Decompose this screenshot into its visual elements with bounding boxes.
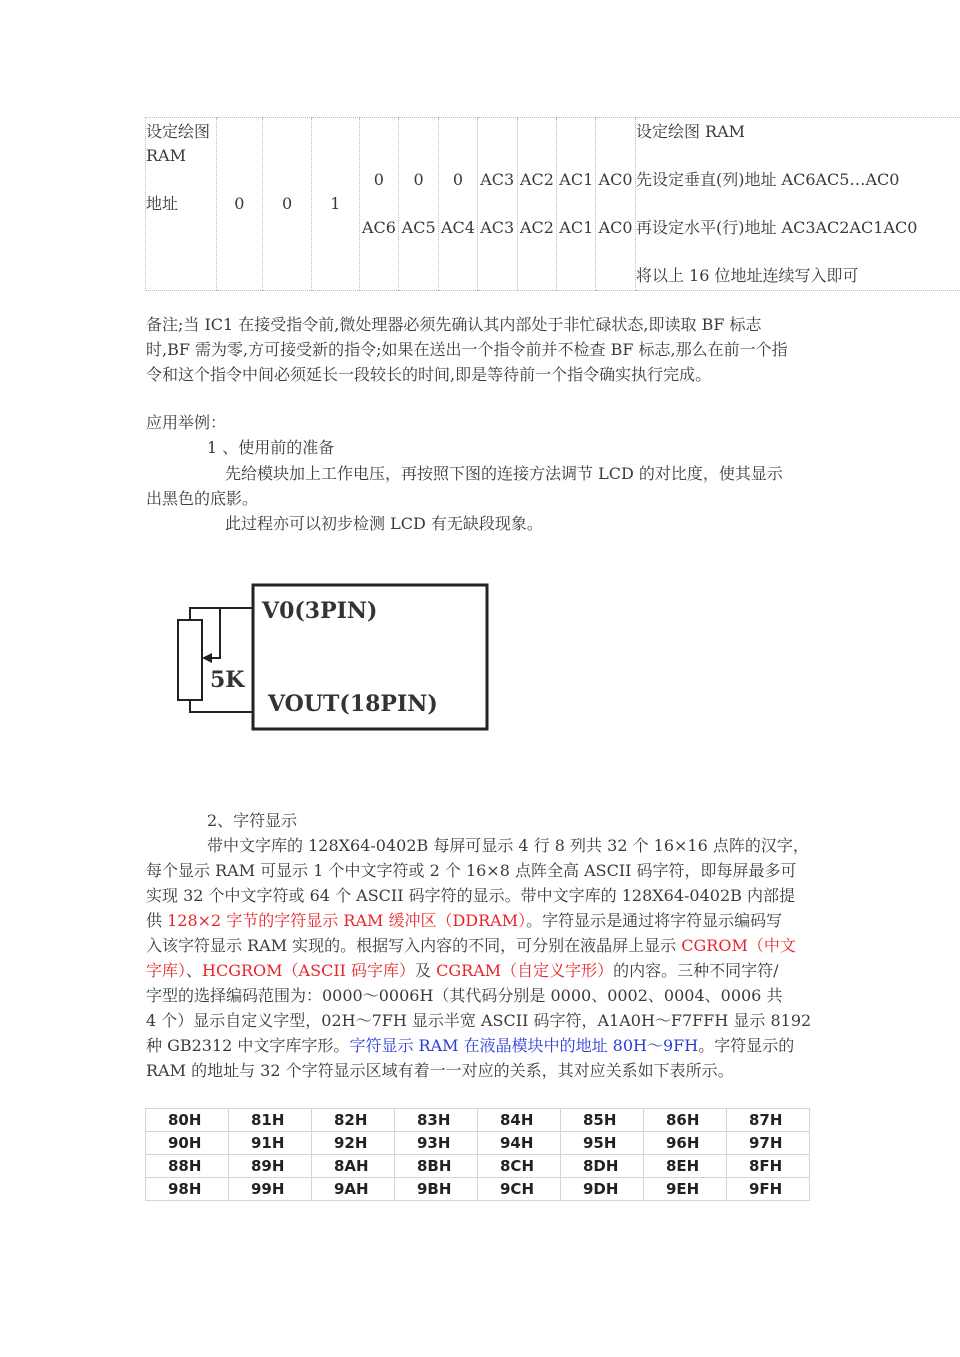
address-cell: 81H bbox=[229, 1109, 312, 1132]
bit-value: 1 bbox=[330, 194, 341, 213]
address-cell: 82H bbox=[312, 1109, 395, 1132]
bit-value: 0 bbox=[282, 194, 293, 213]
address-cell: 8BH bbox=[395, 1155, 478, 1178]
address-cell: 94H bbox=[478, 1132, 561, 1155]
table-row bbox=[146, 1132, 810, 1155]
bit-value: AC2 bbox=[520, 218, 554, 237]
address-cell: 96H bbox=[644, 1132, 727, 1155]
address-highlight: 字符显示 RAM 在液晶模块中的地址 80H～9FH bbox=[349, 1036, 699, 1055]
wire-wiper bbox=[204, 608, 253, 658]
address-cell: 85H bbox=[561, 1109, 644, 1132]
address-cell: 8AH bbox=[312, 1155, 395, 1178]
address-cell: 9AH bbox=[312, 1178, 395, 1201]
pin-vout-label: VOUT(18PIN) bbox=[268, 691, 438, 717]
cgrom-highlight: CGROM（中文 bbox=[681, 936, 796, 955]
hcgrom-highlight: HCGROM（ASCII 码字库） bbox=[202, 961, 416, 980]
address-cell: 84H bbox=[478, 1109, 561, 1132]
bit-value: AC1 bbox=[559, 170, 594, 189]
text: 供 bbox=[146, 911, 168, 930]
table-row bbox=[146, 1178, 810, 1201]
pin-v0-label: V0(3PIN) bbox=[262, 598, 378, 624]
address-cell: 92H bbox=[312, 1132, 395, 1155]
section1-paragraph: 先给模块加上工作电压，再按照下图的连接方法调节 LCD 的对比度，使其显示 bbox=[225, 464, 783, 483]
para-line bbox=[146, 958, 836, 983]
bit-cell bbox=[439, 118, 478, 291]
bit-cell bbox=[517, 118, 557, 291]
text: 入该字符显示 RAM 实现的。根据写入内容的不同，可分别在液晶屏上显示 bbox=[146, 936, 682, 955]
address-cell: 80H bbox=[146, 1109, 229, 1132]
bit-cell bbox=[263, 118, 312, 291]
bit-cell bbox=[216, 118, 262, 291]
text: 。字符显示是通过将字符显示编码写 bbox=[526, 911, 783, 930]
note-paragraph bbox=[146, 312, 826, 387]
para-line: 每个显示 RAM 可显示 1 个中文字符或 2 个 16×8 点阵全高 ASCII 码字符，即每屏最多可 bbox=[146, 861, 797, 880]
bit-value: AC0 bbox=[598, 218, 633, 237]
para-line bbox=[146, 908, 836, 933]
text: 种 GB2312 中文字库字形。 bbox=[146, 1036, 350, 1055]
address-cell: 98H bbox=[146, 1178, 229, 1201]
address-cell: 89H bbox=[229, 1155, 312, 1178]
text: 、 bbox=[186, 961, 203, 980]
address-cell: 8CH bbox=[478, 1155, 561, 1178]
section1-note: 此过程亦可以初步检测 LCD 有无缺段现象。 bbox=[225, 514, 543, 533]
command-name-cell bbox=[146, 118, 217, 291]
para-line: RAM 的地址与 32 个字符显示区域有着一一对应的关系，其对应关系如下表所示。 bbox=[146, 1061, 734, 1080]
bit-value: AC5 bbox=[401, 218, 436, 237]
ddram-address-table bbox=[145, 1108, 810, 1201]
address-cell: 9DH bbox=[561, 1178, 644, 1201]
address-cell: 95H bbox=[561, 1132, 644, 1155]
para-line: 带中文字库的 128X64-0402B 每屏可显示 4 行 8 列共 32 个 16×16 点阵的汉字， bbox=[207, 836, 809, 855]
description-line: 先设定垂直(列)地址 AC6AC5…AC0 bbox=[635, 170, 900, 189]
bit-value: 0 bbox=[413, 170, 424, 189]
description-line: 再设定水平(行)地址 AC3AC2AC1AC0 bbox=[635, 218, 918, 237]
section2-title: 2、字符显示 bbox=[207, 811, 298, 830]
wiper-arrow bbox=[202, 653, 212, 663]
text: 。字符显示的 bbox=[698, 1036, 795, 1055]
bit-value: AC6 bbox=[361, 218, 396, 237]
bit-value: 0 bbox=[234, 194, 245, 213]
address-cell: 93H bbox=[395, 1132, 478, 1155]
examples-heading: 应用举例： bbox=[146, 413, 227, 432]
command-name-line bbox=[146, 168, 216, 192]
bit-cell bbox=[359, 118, 399, 291]
address-cell: 9FH bbox=[727, 1178, 810, 1201]
description-line: 设定绘图 RAM bbox=[635, 122, 746, 141]
contrast-circuit-diagram bbox=[170, 580, 500, 740]
bit-cell bbox=[312, 118, 359, 291]
bit-value: AC4 bbox=[440, 218, 475, 237]
address-cell: 90H bbox=[146, 1132, 229, 1155]
command-name-line: 地址 bbox=[146, 194, 179, 213]
bit-cell bbox=[399, 118, 439, 291]
address-cell: 99H bbox=[229, 1178, 312, 1201]
para-line bbox=[146, 933, 836, 958]
ddram-highlight: 128×2 字节的字符显示 RAM 缓冲区（DDRAM） bbox=[167, 911, 527, 930]
wire-bottom bbox=[190, 700, 253, 712]
bit-value: AC3 bbox=[480, 218, 515, 237]
para-line bbox=[146, 1033, 836, 1058]
section1-title: 1 、使用前的准备 bbox=[207, 438, 335, 457]
note-line: 令和这个指令中间必须延长一段较长的时间,即是等待前一个指令确实执行完成。 bbox=[146, 365, 712, 384]
para-line: 字型的选择编码范围为：0000～0006H（其代码分别是 0000、0002、0004、0006 共 bbox=[146, 986, 783, 1005]
section1-paragraph-cont: 出黑色的底影。 bbox=[146, 489, 259, 508]
address-cell: 88H bbox=[146, 1155, 229, 1178]
bit-value: 0 bbox=[373, 170, 384, 189]
bit-cell bbox=[477, 118, 517, 291]
address-cell: 9BH bbox=[395, 1178, 478, 1201]
bit-value: AC0 bbox=[598, 170, 633, 189]
address-cell: 97H bbox=[727, 1132, 810, 1155]
bit-value: AC2 bbox=[520, 170, 554, 189]
address-cell: 83H bbox=[395, 1109, 478, 1132]
command-table bbox=[145, 117, 960, 291]
resistor-label: 5K bbox=[210, 667, 245, 693]
command-name-line: 设定绘图 bbox=[146, 122, 211, 141]
para-line: 4 个）显示自定义字型，02H～7FH 显示半宽 ASCII 码字符，A1A0H～F7FFH 显示 8192 bbox=[146, 1011, 812, 1030]
bit-value: AC1 bbox=[559, 218, 594, 237]
section2-paragraph bbox=[146, 833, 836, 1083]
description-line: 将以上 16 位地址连续写入即可 bbox=[635, 266, 859, 285]
table-row bbox=[146, 1109, 810, 1132]
address-cell: 8FH bbox=[727, 1155, 810, 1178]
command-description-cell bbox=[635, 118, 960, 291]
text: 及 bbox=[415, 961, 437, 980]
circuit-svg bbox=[170, 580, 500, 740]
address-cell: 8DH bbox=[561, 1155, 644, 1178]
address-cell: 9EH bbox=[644, 1178, 727, 1201]
address-cell: 87H bbox=[727, 1109, 810, 1132]
address-cell: 9CH bbox=[478, 1178, 561, 1201]
wire-top bbox=[190, 608, 253, 620]
bit-value: AC3 bbox=[480, 170, 515, 189]
note-line: 备注;当 IC1 在接受指令前,微处理器必须先确认其内部处于非忙碌状态,即读取 BF 标志 bbox=[146, 315, 762, 334]
bit-cell bbox=[557, 118, 596, 291]
command-name-line: RAM bbox=[146, 146, 186, 165]
bit-value: 0 bbox=[452, 170, 464, 189]
resistor-body bbox=[178, 620, 202, 700]
note-line: 时,BF 需为零,方可接受新的指令;如果在送出一个指令前并不检查 BF 标志,那么在前一个指 bbox=[146, 340, 788, 359]
cgrom-highlight-cont: 字库） bbox=[146, 961, 187, 980]
cgram-highlight: CGRAM（自定义字形） bbox=[436, 961, 614, 980]
address-cell: 8EH bbox=[644, 1155, 727, 1178]
bit-cell bbox=[596, 118, 636, 291]
address-cell: 91H bbox=[229, 1132, 312, 1155]
address-cell: 86H bbox=[644, 1109, 727, 1132]
text: 的内容。三种不同字符/ bbox=[613, 961, 779, 980]
table-row bbox=[146, 1155, 810, 1178]
para-line: 实现 32 个中文字符或 64 个 ASCII 码字符的显示。带中文字库的 128X64-0402B 内部提 bbox=[146, 886, 795, 905]
